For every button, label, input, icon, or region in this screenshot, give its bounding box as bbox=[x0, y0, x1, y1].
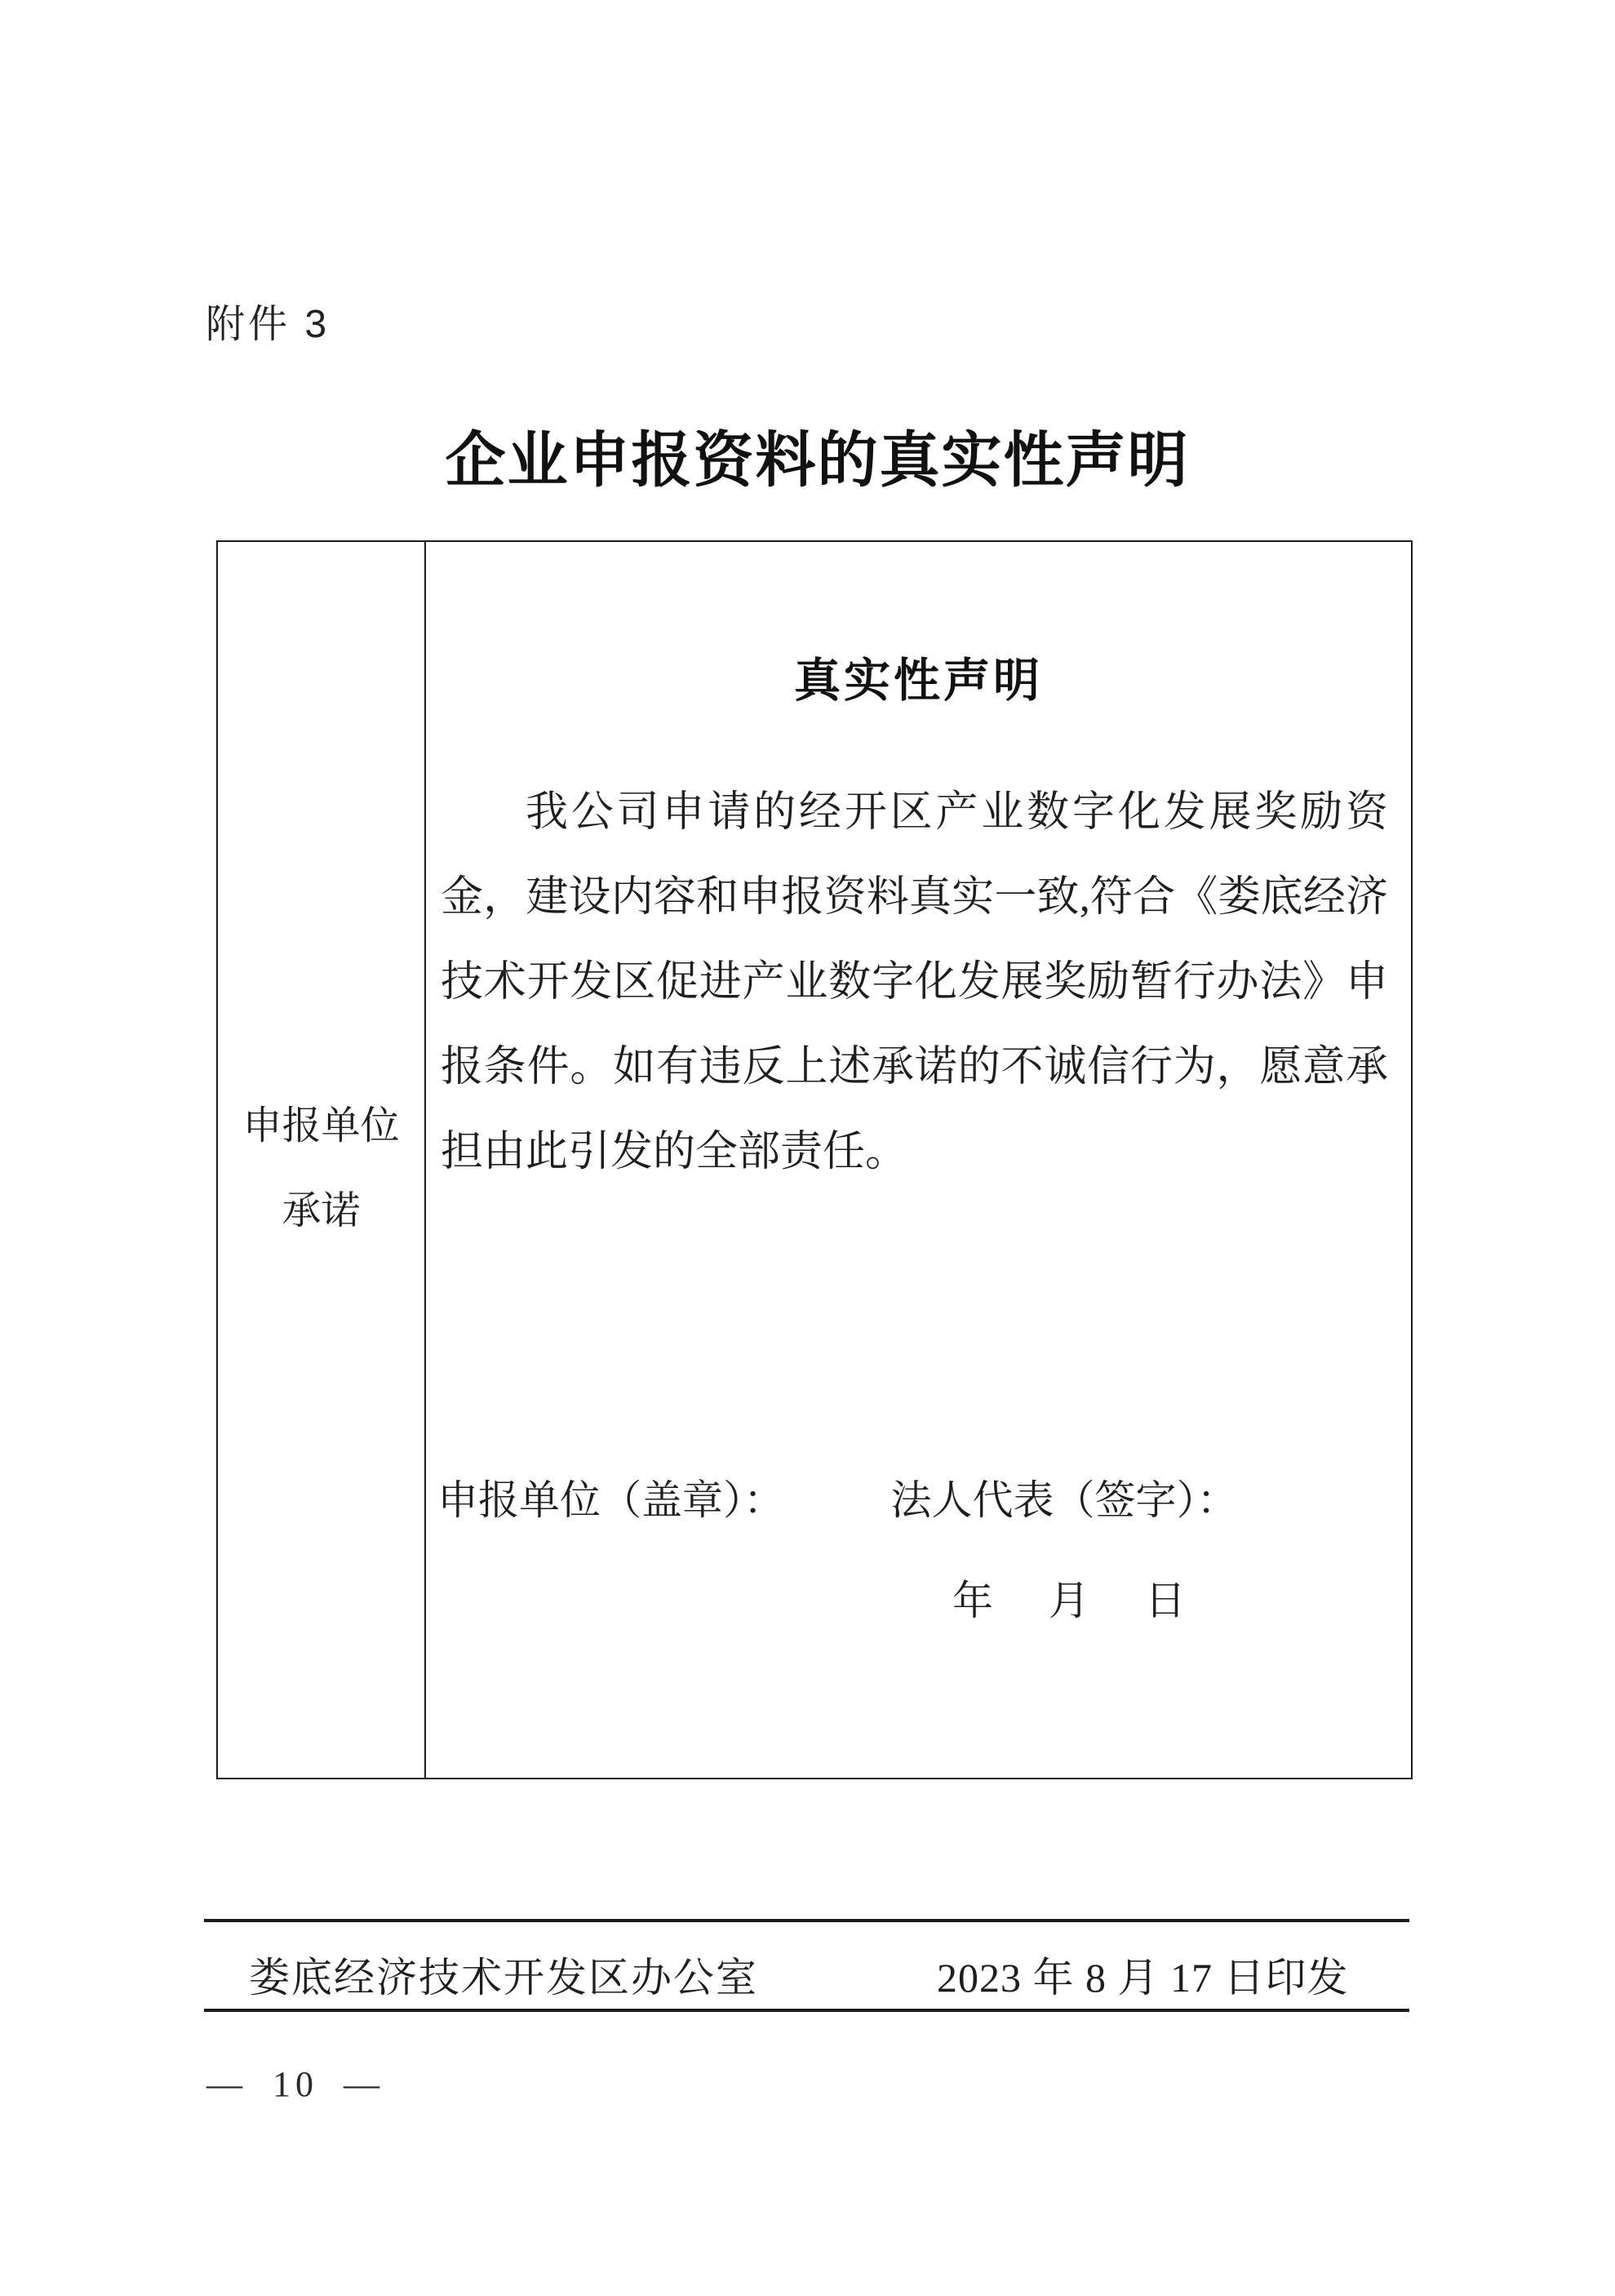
footer-rule-bottom bbox=[204, 2009, 1409, 2012]
statement-body-line: 技术开发区促进产业数字化发展奖励暂行办法》申 bbox=[441, 959, 1388, 1006]
signature-row bbox=[437, 1476, 1388, 1525]
date-line: 年 月 日 bbox=[952, 1578, 1193, 1623]
row-header-line2: 承诺 bbox=[282, 1189, 361, 1232]
footer-rule-top bbox=[204, 1919, 1409, 1922]
statement-cell bbox=[426, 542, 1411, 1778]
statement-body-line: 金，建设内容和申报资料真实一致,符合《娄底经济 bbox=[441, 874, 1388, 921]
signature-label: 法人代表（签字）： bbox=[890, 1477, 1238, 1523]
page-title: 企业申报资料的真实性声明 bbox=[445, 428, 1190, 495]
statement-table bbox=[216, 540, 1413, 1779]
footer-print-date: 2023 年 8 月 17 日印发 bbox=[937, 1955, 1349, 2001]
footer-issuer: 娄底经济技术开发区办公室 bbox=[249, 1955, 758, 2001]
statement-body-line: 担由此引发的全部责任。 bbox=[441, 1129, 908, 1175]
statement-body bbox=[441, 771, 1388, 1195]
row-header-line1: 申报单位 bbox=[242, 1104, 400, 1148]
attachment-label: 附件 3 bbox=[206, 303, 331, 346]
seal-label: 申报单位（盖章）： bbox=[437, 1477, 784, 1523]
table-row-header-cell bbox=[218, 542, 426, 1778]
statement-body-line: 我公司申请的经开区产业数字化发展奖励资 bbox=[526, 789, 1388, 836]
page-number: — 10 — bbox=[206, 2064, 384, 2104]
statement-heading: 真实性声明 bbox=[794, 655, 1043, 707]
statement-body-line: 报条件。如有违反上述承诺的不诚信行为，愿意承 bbox=[441, 1044, 1388, 1090]
